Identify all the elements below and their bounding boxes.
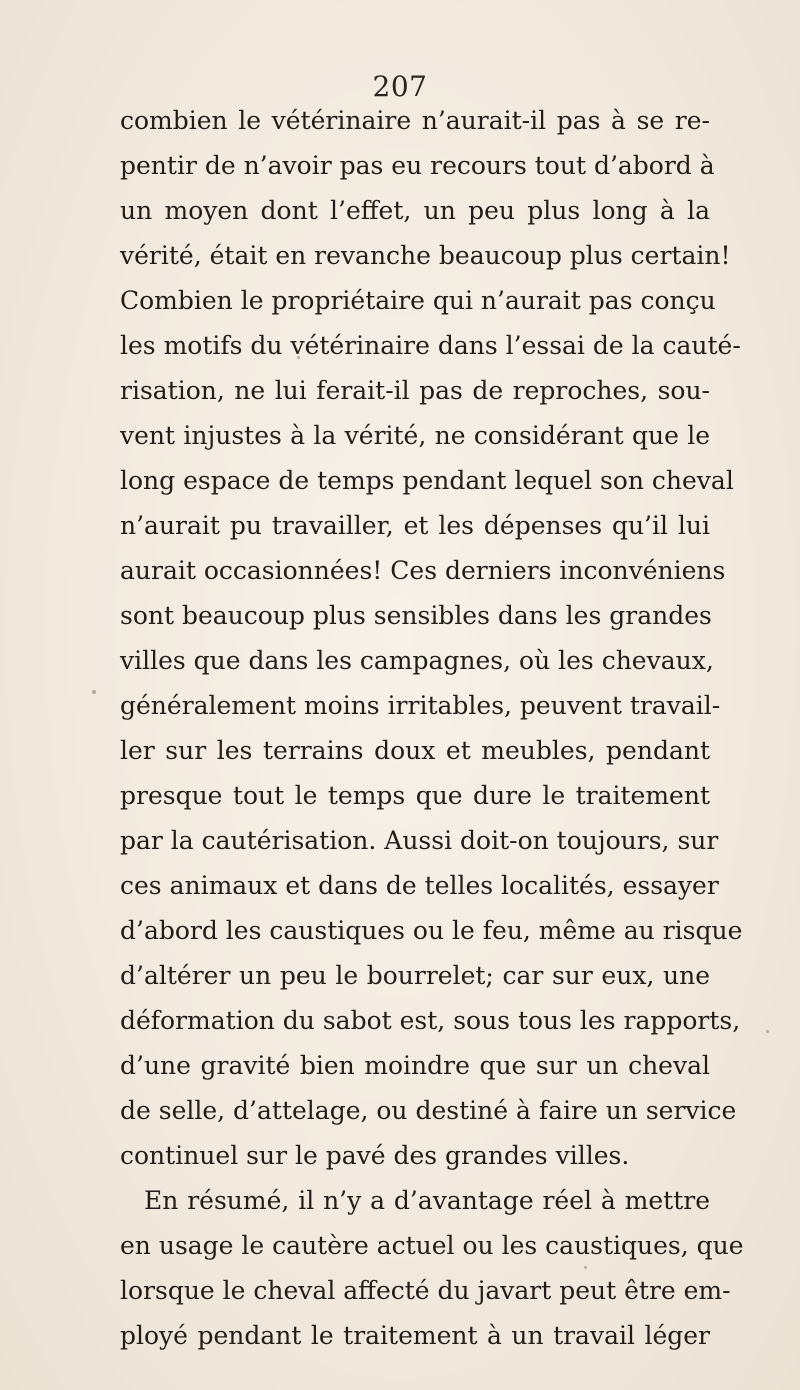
text-line: sont beaucoup plus sensibles dans les grandes <box>120 601 712 630</box>
text-line: combien le vétérinaire n’aurait-il pas à se re- <box>120 106 710 135</box>
text-line: un moyen dont l’effet, un peu plus long à la <box>120 196 710 225</box>
text-line: Combien le propriétaire qui n’aurait pas conçu <box>120 286 716 315</box>
body-text <box>120 98 744 1358</box>
text-line: lorsque le cheval affecté du javart peut être em- <box>120 1276 731 1305</box>
text-line: d’une gravité bien moindre que sur un cheval <box>120 1051 710 1080</box>
text-line: d’abord les caustiques ou le feu, même au risque <box>120 916 743 945</box>
text-line: vérité, était en revanche beaucoup plus certain! <box>120 241 731 270</box>
text-line: en usage le cautère actuel ou les caustiques, que <box>120 1231 744 1260</box>
text-line: continuel sur le pavé des grandes villes. <box>120 1141 630 1170</box>
text-line: vent injustes à la vérité, ne considérant que le <box>120 421 710 450</box>
text-line: les motifs du vétérinaire dans l’essai de la cauté- <box>120 331 741 360</box>
paper-speck <box>584 1266 587 1269</box>
text-line: généralement moins irritables, peuvent travail- <box>120 691 721 720</box>
text-line: déformation du sabot est, sous tous les rapports, <box>120 1006 741 1035</box>
text-line: d’altérer un peu le bourrelet; car sur eux, une <box>120 961 710 990</box>
text-line: par la cautérisation. Aussi doit-on toujours, sur <box>120 826 719 855</box>
paper-speck <box>92 690 96 694</box>
paper-speck <box>766 1030 769 1033</box>
text-line: pentir de n’avoir pas eu recours tout d’abord à <box>120 151 715 180</box>
text-line: long espace de temps pendant lequel son cheval <box>120 466 734 495</box>
text-line: risation, ne lui ferait-il pas de reproches, sou- <box>120 376 710 405</box>
paper-speck <box>297 356 300 359</box>
text-line: de selle, d’attelage, ou destiné à faire un service <box>120 1096 737 1125</box>
text-line: aurait occasionnées! Ces derniers inconvéniens <box>120 556 726 585</box>
page-number: 207 <box>372 70 428 103</box>
text-line: ployé pendant le traitement à un travail léger <box>120 1321 710 1350</box>
text-line: ler sur les terrains doux et meubles, pendant <box>120 736 710 765</box>
text-line: En résumé, il n’y a d’avantage réel à mettre <box>144 1186 710 1215</box>
text-line: ces animaux et dans de telles localités, essayer <box>120 871 719 900</box>
text-line: n’aurait pu travailler, et les dépenses qu’il lui <box>120 511 710 540</box>
text-line: villes que dans les campagnes, où les chevaux, <box>120 646 714 675</box>
text-line: presque tout le temps que dure le traitement <box>120 781 710 810</box>
